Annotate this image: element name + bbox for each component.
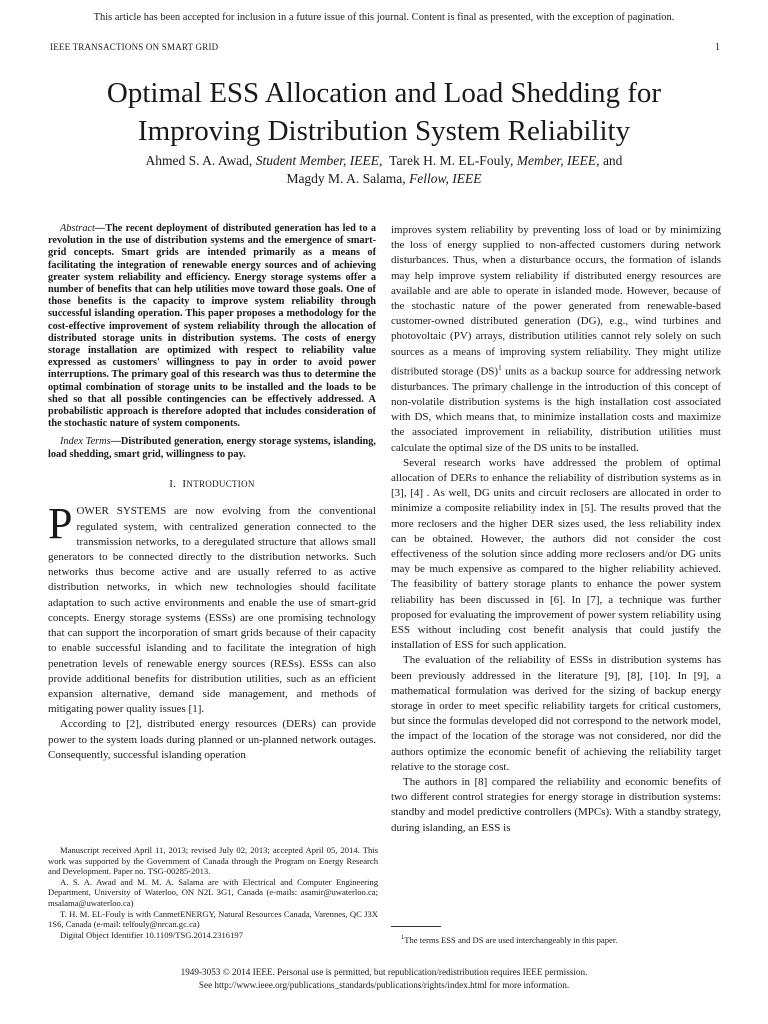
author-name: Ahmed S. A. Awad, xyxy=(145,153,253,168)
section-heading-introduction xyxy=(48,477,376,492)
left-column xyxy=(48,223,376,763)
author-name: Tarek H. M. EL-Fouly, xyxy=(389,153,514,168)
author-line-2 xyxy=(40,170,728,188)
right-paragraph-3: The evaluation of the reliability of ESSs in distribution systems has been previously addressed in the literature [9], [8], [10]. In [9], a mathematical formulation was derived for the sizing of backup energy storage in order to meet specific reliability targets for critical customers, but since the formulas developed did not correspond to the network model, the impact of the location of the storage was not considered, nor did the authors optimize the economic benefit of achieving the reliability target relative to the storage cost. xyxy=(391,654,721,773)
abstract-text: —The recent deployment of distributed generation has led to a revolution in the use of distribution systems and the emergence of smart-grid concepts. Smart grids are intended primarily as a means of facilitating the integration of renewable energy sources and of achieving greater system reliability and efficiency. Energy storage systems offer a number of benefits that can help utilities move toward those goals. One of those benefits is the capacity to improve system reliability through successful islanding operation. This paper proposes a methodology for the cost-effective improvement of system reliability through the allocation of distributed storage units in distribution systems. The costs of energy storage installation are optimized with respect to reliability value expressed as customers' willingness to pay in order to avoid power interruptions. The primary goal of this research was thus to determine the optimal combination of storage units to be installed and the loads to be shed so that all possible contingencies can be effectively addressed. A probabilistic approach is therefore adopted that includes consideration of the stochastic nature of system components. xyxy=(48,223,376,430)
abstract-label: Abstract xyxy=(60,223,95,234)
affiliation-note-2: T. H. M. EL-Fouly is with CanmetENERGY, Natural Resources Canada, Varennes, QC J3X 1S6, Canada (e-mail: telfouly@nrcan.gc.ca) xyxy=(48,908,378,930)
author-membership: Member, IEEE, xyxy=(516,153,600,168)
right-paragraph-1-text-a: improves system reliability by preventing loss of load or by minimizing the loss of energy supplied to non-affected customers during network disturbances. Thus, when a disturbance occurs, the formation of islands may help improve system reliability if distributed energy resources are available and are able to operate in islanded mode. However, because of the stochastic nature of the power generated from renewable-based customer-owned distributed generation (DG), e.g., wind turbines and photovoltaic (PV) arrays, distribution utilities cannot rely solely on such sources as a means of improving system reliability. They might utilize distributed storage (DS) xyxy=(391,224,721,378)
footnote-1 xyxy=(391,932,721,946)
copyright-notice xyxy=(0,966,768,992)
author-membership: Fellow, IEEE xyxy=(409,171,482,186)
copyright-line-2: See http://www.ieee.org/publications_standards/publications/rights/index.html for more information. xyxy=(198,980,570,990)
copyright-line-1: 1949-3053 © 2014 IEEE. Personal use is permitted, but republication/redistribution requires IEEE permission. xyxy=(180,967,588,977)
section-title-initial: I xyxy=(182,478,187,491)
index-terms-text: —Distributed generation, energy storage systems, islanding, load shedding, smart grid, willingness to pay. xyxy=(48,436,377,460)
right-paragraph-1 xyxy=(391,223,721,456)
affiliation-note-1: A. S. A. Awad and M. M. A. Salama are with Electrical and Computer Engineering Department, University of Waterloo, ON N2L 3G1, Canada (e-mails: asamir@uwaterloo.ca; msalama@uwaterloo.ca) xyxy=(48,876,378,908)
manuscript-footnotes xyxy=(48,845,378,940)
intro-paragraph-1: POWER SYSTEMS are now evolving from the conventional regulated system, with centralized generation connected to the transmission networks, to a deregulated structure that allows small generators to be connected directly to the distribution networks. Such networks thus become active and are usually referred to as active distribution networks, in which new technologies should facilitate adaptation to such active environments and enable the use of smart-grid concepts. Energy storage systems (ESSs) are one promising technology that can support the incorporation of smart grids because of their capacity to enable successful islanding and to facilitate the integration of high penetration levels of renewable energy sources (RESs). ESSs can also provide additional benefits for distribution utilities, such as an efficient expansion alternative, demand side management, and methods of mitigating power quality issues [1]. xyxy=(48,499,376,716)
intro-paragraph-2: According to [2], distributed energy resources (DERs) can provide power to the system loads during planned or un-planned network outages. Consequently, successful islanding operation xyxy=(48,718,376,761)
section-title-rest: NTRODUCTION xyxy=(186,479,255,490)
index-terms xyxy=(48,436,376,461)
footnote-rule xyxy=(391,926,441,927)
footnote-1-text: The terms ESS and DS are used interchangeably in this paper. xyxy=(404,934,618,945)
right-column xyxy=(391,223,721,836)
page-number: 1 xyxy=(715,42,720,53)
right-paragraph-4: The authors in [8] compared the reliability and economic benefits of two different control strategies for energy storage in distribution systems: standby and model predictive controllers (MPCs). With a standby strategy, during islanding, an ESS is xyxy=(391,775,721,834)
author-conjunction: and xyxy=(602,153,623,168)
introduction-body xyxy=(48,499,376,762)
doi-note: Digital Object Identifier 10.1109/TSG.2014.2316197 xyxy=(60,929,243,940)
title-line-1: Optimal ESS Allocation and Load Shedding for xyxy=(106,77,662,109)
right-paragraph-1-text-b: units as a backup source for addressing network disturbances. The primary challenge in the introduction of this concept of non-volatile distribution systems is the high installation cost associated with DS, which means that, to minimize installation costs and maximize the associated improvement in reliability, distribution utilities must calculate the optimal size of the DS units to be installed. xyxy=(391,365,721,454)
footnote-1-mark: 1 xyxy=(401,934,405,941)
journal-running-head: IEEE TRANSACTIONS ON SMART GRID xyxy=(50,42,219,52)
author-membership: Student Member, IEEE, xyxy=(255,153,383,168)
author-list xyxy=(40,152,728,188)
paper-title xyxy=(40,74,728,150)
abstract xyxy=(48,223,376,430)
author-line-1 xyxy=(40,152,728,170)
acceptance-note: This article has been accepted for inclusion in a future issue of this journal. Content is final as presented, with the exception of pagination. xyxy=(93,12,675,23)
right-paragraph-2: Several research works have addressed the problem of optimal allocation of DERs to enhance the reliability of distribution systems as in [3], [4] . As well, DG units and circuit reclosers are allocated in order to minimize a composite reliability index in [5]. The results proved that the more reclosers and the higher DER sizes used, the less reliability index can be obtained. However, the authors did not consider the cost effectiveness of the solution since adding more reclosers and/or DG units may be much expensive as compared to the higher reliability achieved. The feasibility of battery storage plants to enhance the power system reliability has been discussed in [6]. In [7], a technique was further proposed for evaluating the improvement of power system reliability using ESS without including cost benefit analysis that could justify the installation of ESS for such application. xyxy=(391,456,721,652)
section-number: I. xyxy=(169,478,177,491)
footnote-marker: 1 xyxy=(498,362,502,372)
author-name: Magdy M. A. Salama, xyxy=(286,171,406,186)
index-terms-label: Index Terms xyxy=(60,436,111,448)
title-line-2: Improving Distribution System Reliability xyxy=(137,115,631,147)
manuscript-note: Manuscript received April 11, 2013; revised July 02, 2013; accepted April 05, 2014. This work was supported by the Government of Canada through the Program on Energy Research and Development. Paper no. TSG-00285-2013. xyxy=(48,845,378,877)
